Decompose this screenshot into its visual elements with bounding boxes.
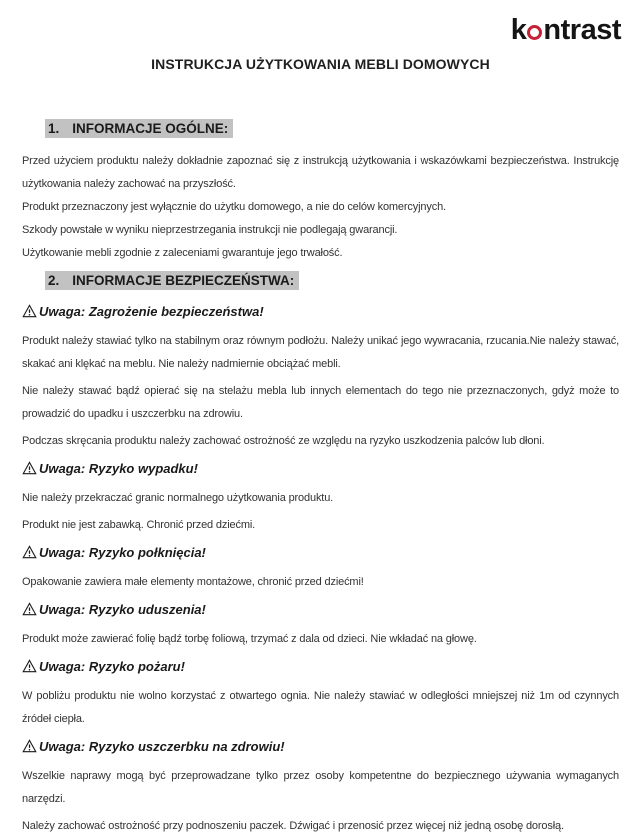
paragraph: Wszelkie naprawy mogą być przeprowadzane tylko przez osoby kompetentne do bezpiecznego używania wymaganych narzędzi. xyxy=(22,770,619,805)
paragraph: Produkt nie jest zabawką. Chronić przed dziećmi. xyxy=(22,519,256,531)
warning-heading xyxy=(22,459,619,479)
warning-triangle-icon xyxy=(22,739,37,753)
warning-label: Uwaga: Zagrożenie bezpieczeństwa! xyxy=(39,304,264,319)
warning-triangle-icon xyxy=(22,304,37,318)
paragraph: Produkt przeznaczony jest wyłącznie do użytku domowego, a nie do celów komercyjnych. xyxy=(22,201,446,213)
section-2-heading xyxy=(45,271,619,292)
warning-label: Uwaga: Ryzyko pożaru! xyxy=(39,659,185,674)
warning-heading xyxy=(22,543,619,563)
warning-label: Uwaga: Ryzyko uduszenia! xyxy=(39,602,206,617)
warning-heading xyxy=(22,600,619,620)
paragraph: Przed użyciem produktu należy dokładnie zapoznać się z instrukcją użytkowania i wskazówkami bezpieczeństwa. Instrukcję użytkowania należy zachować na przyszłość. xyxy=(22,155,619,190)
paragraph: Szkody powstałe w wyniku nieprzestrzegania instrukcji nie podlegają gwarancji. xyxy=(22,224,398,236)
paragraph: Produkt może zawierać folię bądź torbę foliową, trzymać z dala od dzieci. Nie wkładać na głowę. xyxy=(22,633,477,645)
section-1-label: INFORMACJE OGÓLNE: xyxy=(72,121,229,136)
paragraph: Nie należy stawać bądź opierać się na stelażu mebla lub innych elementach do tego nie przeznaczonych, gdyż może to prowadzić do upadku i uszczerbku na zdrowiu. xyxy=(22,385,619,420)
section-2-label: INFORMACJE BEZPIECZEŃSTWA: xyxy=(72,273,295,288)
logo-text-k: k xyxy=(510,14,527,46)
section-2-content xyxy=(22,302,619,838)
section-1-content xyxy=(22,150,619,265)
warning-heading xyxy=(22,302,619,322)
warning-triangle-icon xyxy=(22,461,37,475)
section-2-number: 2. xyxy=(48,273,60,288)
paragraph: Należy zachować ostrożność przy podnoszeniu paczek. Dźwigać i przenosić przez więcej niż jedną osobę dorosłą. xyxy=(22,820,564,832)
section-1-heading xyxy=(45,119,619,140)
paragraph: Podczas skręcania produktu należy zachować ostrożność ze względu na ryzyko uszkodzenia palców lub dłoni. xyxy=(22,435,545,447)
warning-label: Uwaga: Ryzyko wypadku! xyxy=(39,461,198,476)
warning-label: Uwaga: Ryzyko uszczerbku na zdrowiu! xyxy=(39,739,285,754)
paragraph: Produkt należy stawiać tylko na stabilnym oraz równym podłożu. Należy unikać jego wywracania, rzucania.Nie należy stawać, skakać ani klękać na meblu. Nie należy nadmiernie obciążać mebli. xyxy=(22,335,619,370)
page-title: INSTRUKCJA UŻYTKOWANIA MEBLI DOMOWYCH xyxy=(151,56,490,72)
warning-triangle-icon xyxy=(22,602,37,616)
warning-triangle-icon xyxy=(22,659,37,673)
logo-o-ring-icon xyxy=(527,25,542,40)
paragraph: Opakowanie zawiera małe elementy montażowe, chronić przed dziećmi! xyxy=(22,576,364,588)
section-1-number: 1. xyxy=(48,121,60,136)
paragraph: Nie należy przekraczać granic normalnego użytkowania produktu. xyxy=(22,492,334,504)
paragraph: Użytkowanie mebli zgodnie z zaleceniami gwarantuje jego trwałość. xyxy=(22,247,343,259)
paragraph: W pobliżu produktu nie wolno korzystać z otwartego ognia. Nie należy stawiać w odległości mniejszej niż 1m od czynnych źródeł ciepła. xyxy=(22,690,619,725)
warning-heading xyxy=(22,737,619,757)
warning-label: Uwaga: Ryzyko połknięcia! xyxy=(39,545,206,560)
logo-text-ntrast: ntrast xyxy=(543,14,621,46)
warning-triangle-icon xyxy=(22,545,37,559)
warning-heading xyxy=(22,657,619,677)
kontrast-logo xyxy=(511,16,621,45)
